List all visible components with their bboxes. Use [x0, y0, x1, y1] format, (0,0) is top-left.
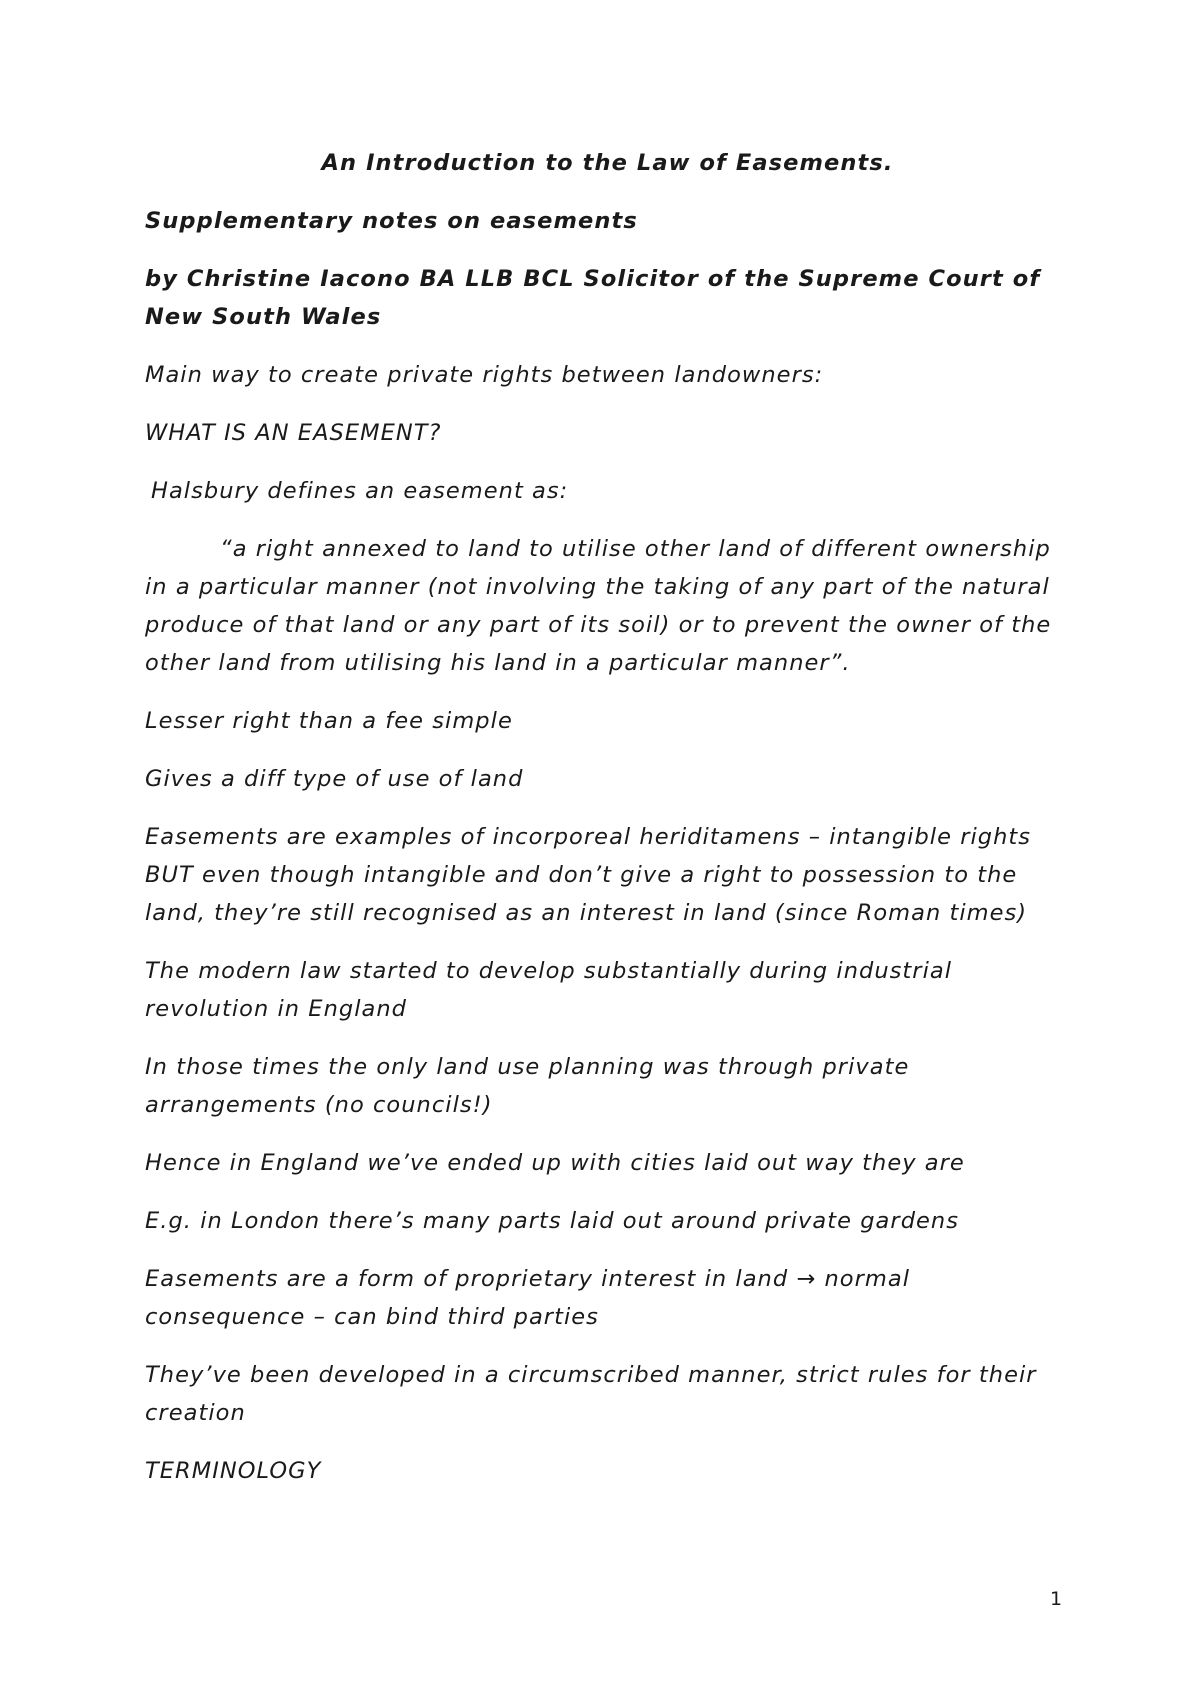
page-number: 1 [1050, 1588, 1063, 1610]
paragraph-hence-england: Hence in England we’ve ended up with cities laid out way they are [145, 1150, 965, 1176]
paragraph-land-use: In those times the only land use planning was through private arrangements (no councils!) [145, 1054, 910, 1118]
paragraph-diff-type: Gives a diff type of use of land [145, 766, 524, 792]
author-line: by Christine Iacono BA LLB BCL Solicitor of the Supreme Court of New South Wales [145, 266, 1041, 330]
paragraph-proprietary: Easements are a form of proprietary interest in land → normal consequence – can bind third parties [145, 1266, 911, 1330]
paragraph-lesser-right: Lesser right than a fee simple [145, 708, 513, 734]
paragraph-main-way: Main way to create private rights between landowners: [145, 362, 824, 388]
document-title: An Introduction to the Law of Easements. [321, 150, 894, 176]
paragraph-modern-law: The modern law started to develop substantially during industrial revolution in England [145, 958, 953, 1022]
document-subtitle: Supplementary notes on easements [145, 208, 638, 234]
quote-definition: “a right annexed to land to utilise other land of different ownership in a particular manner (not involving the taking of any part of the natural produce of that land or any part of its soil) or to prevent the owner of the other land from utilising his land in a particular manner”. [145, 536, 1052, 676]
heading-what-is-easement: WHAT IS AN EASEMENT? [145, 420, 442, 446]
paragraph-halsbury: Halsbury defines an easement as: [151, 478, 569, 504]
document-body [145, 144, 1070, 1510]
heading-terminology: TERMINOLOGY [145, 1458, 322, 1484]
paragraph-london: E.g. in London there’s many parts laid out around private gardens [145, 1208, 960, 1234]
paragraph-circumscribed: They’ve been developed in a circumscribed manner, strict rules for their creation [145, 1362, 1037, 1426]
paragraph-incorporeal: Easements are examples of incorporeal heriditamens – intangible rights BUT even though intangible and don’t give a right to possession to the land, they’re still recognised as an interest in land (since Roman times) [145, 824, 1032, 926]
